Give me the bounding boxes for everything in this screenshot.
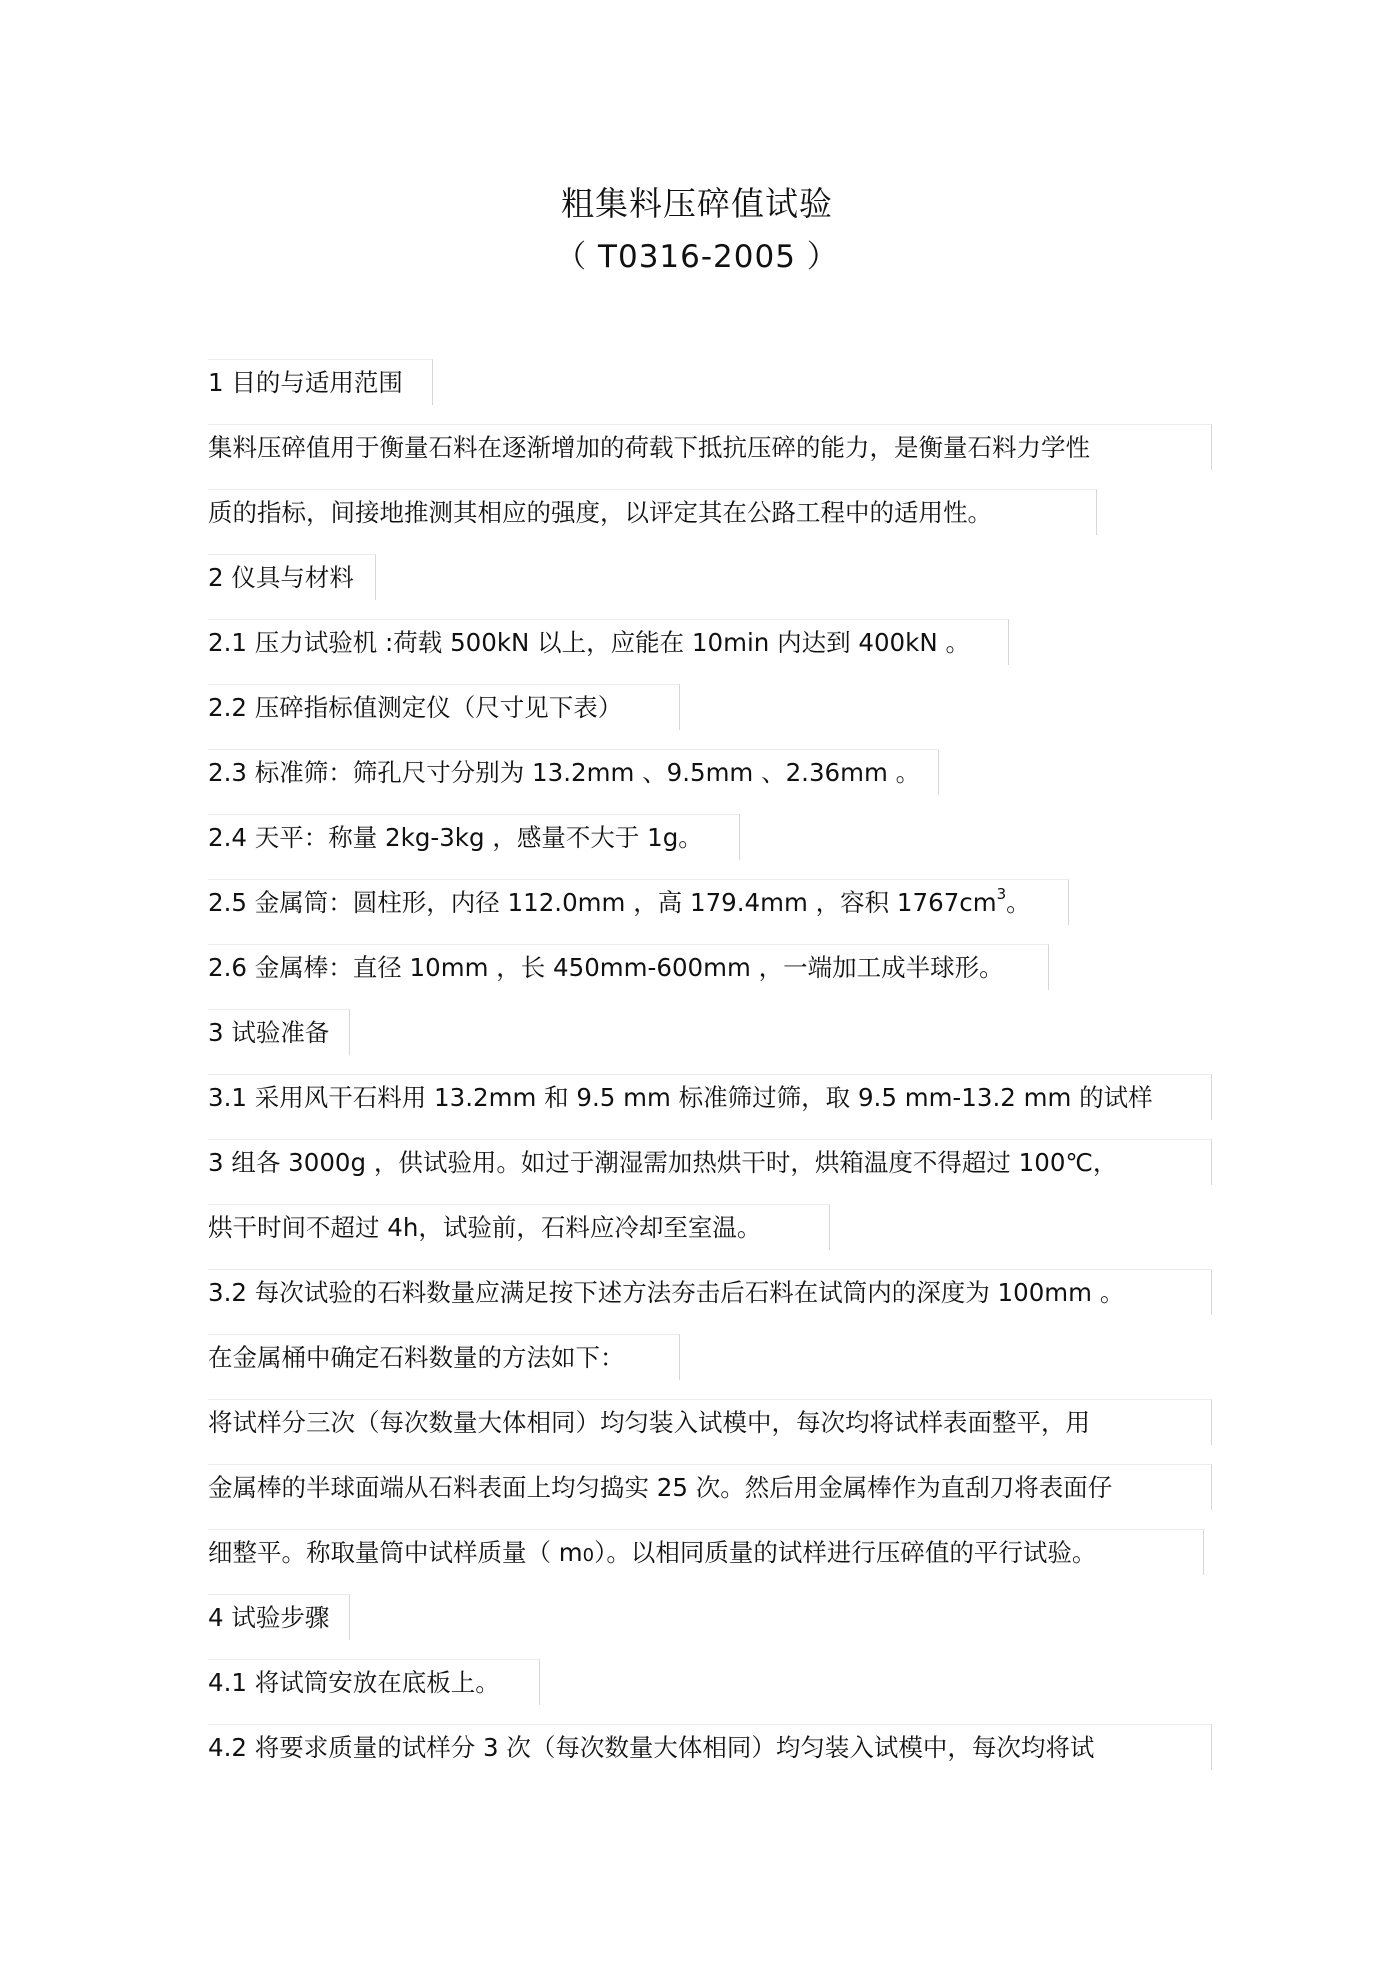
paragraph-line: 3.1 采用风干石料用 13.2mm 和 9.5 mm 标准筛过筛，取 9.5 mm-13.2 mm 的试样 <box>208 1074 1212 1120</box>
list-item-text: 2.5 金属筒：圆柱形，内径 112.0mm ，高 179.4mm ，容积 1767cm <box>208 888 997 917</box>
paragraph-line: 3.2 每次试验的石料数量应满足按下述方法夯击后石料在试筒内的深度为 100mm 。 <box>208 1269 1212 1315</box>
paragraph-text-end: ）。以相同质量的试样进行压碎值的平行试验。 <box>594 1538 1097 1567</box>
paragraph-text: 细整平。称取量筒中试样质量（ m <box>208 1538 583 1567</box>
section-heading-3: 3 试验准备 <box>208 1009 350 1055</box>
paragraph-line <box>208 1529 1204 1575</box>
list-item: 2.4 天平：称量 2kg-3kg ，感量不大于 1g。 <box>208 814 740 860</box>
list-item: 4.1 将试筒安放在底板上。 <box>208 1659 540 1705</box>
list-item: 4.2 将要求质量的试样分 3 次（每次数量大体相同）均匀装入试模中，每次均将试 <box>208 1724 1212 1770</box>
superscript: 3 <box>996 885 1007 903</box>
paragraph-line: 烘干时间不超过 4h，试验前，石料应冷却至室温。 <box>208 1204 830 1250</box>
document-title: 粗集料压碎值试验 <box>561 184 833 223</box>
section-heading-1: 1 目的与适用范围 <box>208 359 433 405</box>
section-heading-2: 2 仪具与材料 <box>208 554 376 600</box>
paragraph-line: 质的指标，间接地推测其相应的强度，以评定其在公路工程中的适用性。 <box>208 489 1097 535</box>
list-item <box>208 879 1069 925</box>
subscript: 0 <box>582 1545 595 1566</box>
list-item: 2.2 压碎指标值测定仪（尺寸见下表） <box>208 684 680 730</box>
list-item: 2.6 金属棒：直径 10mm ，长 450mm-600mm ，一端加工成半球形。 <box>208 944 1049 990</box>
paragraph-line: 将试样分三次（每次数量大体相同）均匀装入试模中，每次均将试样表面整平，用 <box>208 1399 1212 1445</box>
list-item-text-end: 。 <box>1006 888 1031 917</box>
section-heading-4: 4 试验步骤 <box>208 1594 350 1640</box>
list-item: 2.1 压力试验机 :荷载 500kN 以上，应能在 10min 内达到 400kN 。 <box>208 619 1009 665</box>
paragraph-line: 集料压碎值用于衡量石料在逐渐增加的荷载下抵抗压碎的能力，是衡量石料力学性 <box>208 424 1212 470</box>
paragraph-line: 金属棒的半球面端从石料表面上均匀捣实 25 次。然后用金属棒作为直刮刀将表面仔 <box>208 1464 1212 1510</box>
list-item: 2.3 标准筛：筛孔尺寸分别为 13.2mm 、9.5mm 、2.36mm 。 <box>208 749 939 795</box>
paragraph-line: 在金属桶中确定石料数量的方法如下： <box>208 1334 680 1380</box>
paragraph-line: 3 组各 3000g ，供试验用。如过于潮湿需加热烘干时，烘箱温度不得超过 100℃， <box>208 1139 1212 1185</box>
document-subtitle: （ T0316-2005 ） <box>555 239 839 275</box>
